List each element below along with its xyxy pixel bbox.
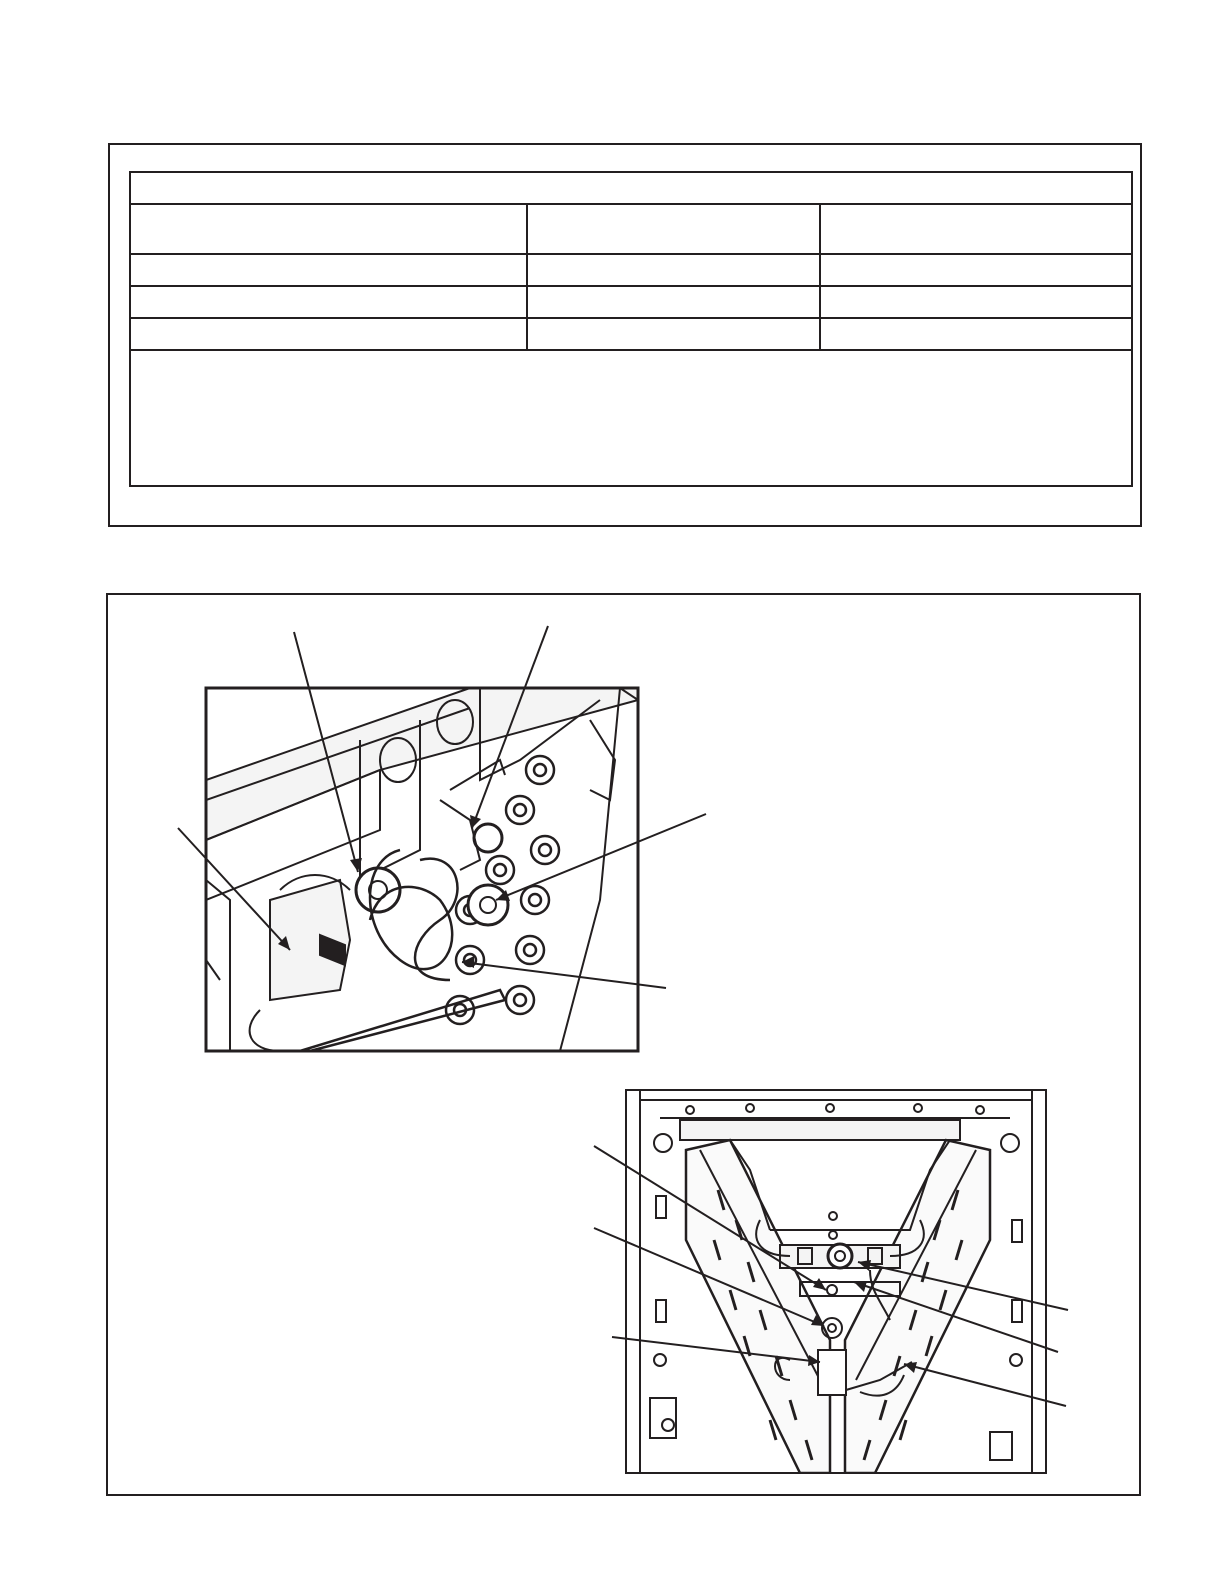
a-coil-illustration (626, 1090, 1046, 1473)
coil-closeup-illustration (206, 688, 638, 1051)
